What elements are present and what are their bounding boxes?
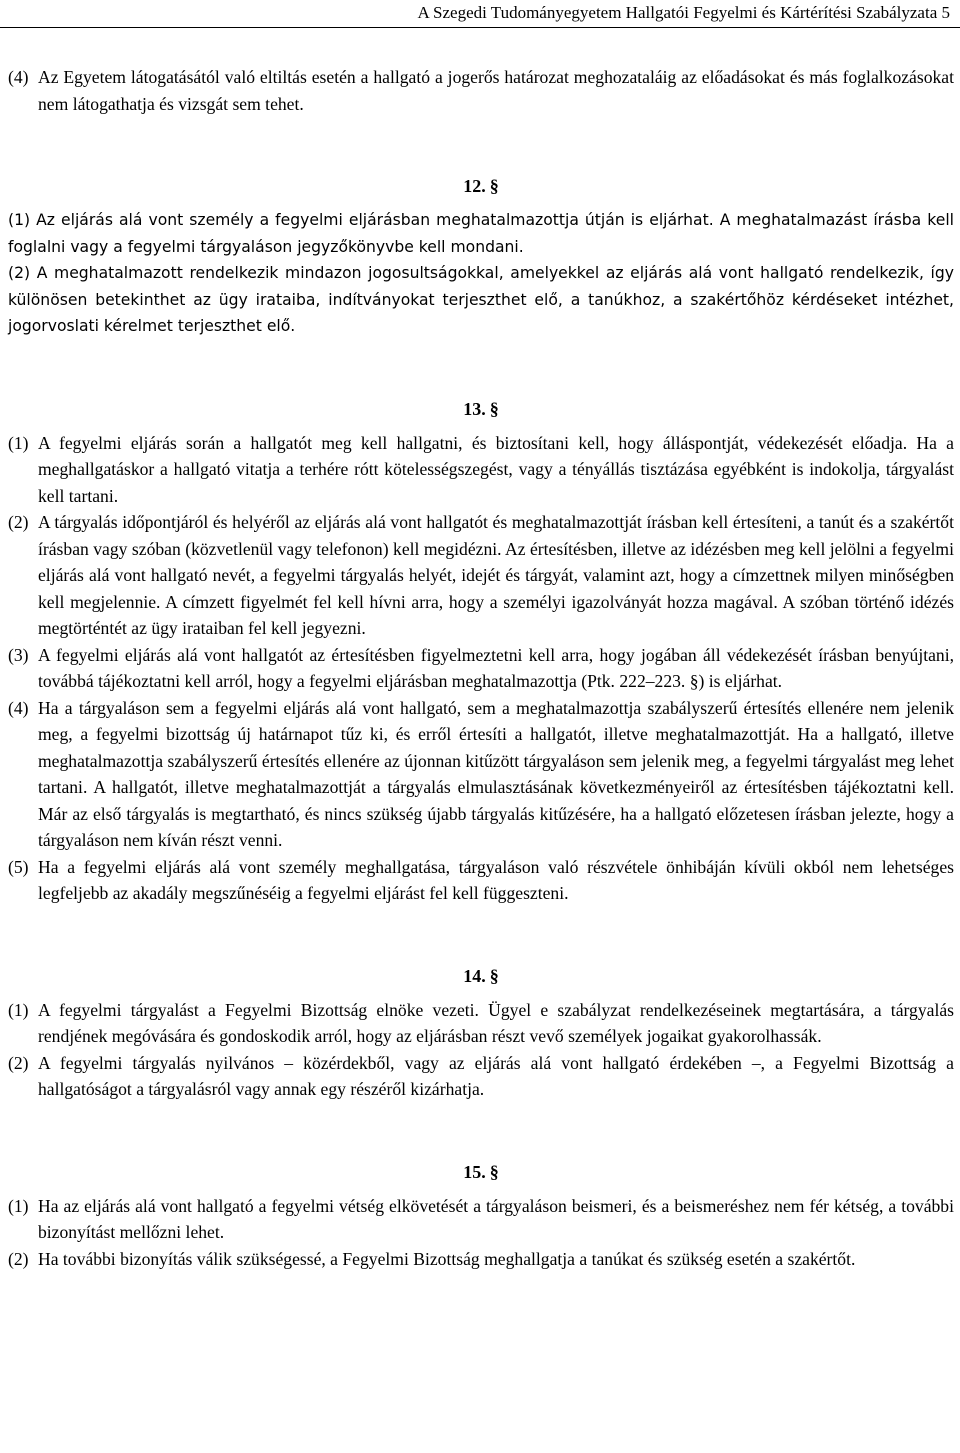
paragraph [8,1193,954,1246]
paragraph-number: (5) [8,856,29,877]
paragraph-number: (4) [8,697,29,718]
paragraph [8,509,954,642]
paragraph-number: (2) [8,512,29,532]
paragraph [8,1050,954,1103]
paragraph-number: (2) [8,264,31,282]
section-number: 15. [463,1161,486,1182]
paragraph-text: A fegyelmi eljárás során a hallgatót meg kell hallgatni, és biztosítani kell, hogy álláspontját, védekezését előadja. Ha a meghallgatáskor a hallgató vitatja a terhére rótt kötelességszegést, vagy a tényállás tisztázása egyébként is indokolja, tárgyalást kell tartani. [38,432,954,506]
header-title: A Szegedi Tudományegyetem Hallgatói Fegyelmi és Kártérítési Szabályzata 5 [417,3,950,22]
section-symbol: § [489,398,499,419]
paragraph-number: (3) [8,644,29,665]
paragraph-number: (2) [8,1052,29,1073]
paragraph [8,64,954,117]
paragraph [8,1246,954,1273]
document-body [8,64,954,1272]
section-symbol: § [489,176,499,196]
paragraph-number: (4) [8,67,29,87]
paragraph-text: Ha további bizonyítás válik szükségessé, a Fegyelmi Bizottság meghallgatja a tanúkat és szükség esetén a szakértőt. [38,1248,856,1269]
paragraph-number: (1) [8,211,31,229]
paragraph-text: Az Egyetem látogatásától való eltiltás esetén a hallgató a jogerős határozat meghozataláig az előadásokat és más foglalkozásokat nem látogathatja és vizsgát sem tehet. [38,67,954,114]
paragraph-number: (2) [8,1248,29,1269]
page-header [0,0,960,28]
paragraph [8,430,954,510]
paragraph [8,642,954,695]
section-number: 13. [463,398,486,419]
section-heading-13 [8,396,954,422]
paragraph [8,207,954,260]
section-number: 14. [463,965,486,986]
paragraph-text: Ha az eljárás alá vont hallgató a fegyelmi vétség elkövetését a tárgyaláson beismeri, és a beismeréshez nem fér kétség, a további bizonyítást mellőzni lehet. [38,1195,954,1242]
section-heading-12 [8,173,954,199]
paragraph-number: (1) [8,432,29,453]
section-heading-15 [8,1159,954,1185]
paragraph [8,854,954,907]
paragraph-text: Ha a tárgyaláson sem a fegyelmi eljárás alá vont hallgató, sem a meghatalmazottja szabályszerű értesítés ellenére nem jelenik meg, a fegyelmi bizottság új határnapot tűz ki, és erről értesíti a hallgatót, illetve meghatalmazottját. Ha a hallgató, illetve meghatalmazottja szabályszerű értesítés ellenére az újonnan kitűzött tárgyaláson sem jelenik meg, a fegyelmi tárgyalást meg lehet tartani. A hallgatót, illetve meghatalmazottját a tárgyalás elmulasztásának következményeiről az értesítésben tájékoztatni kell. Már az első tárgyalás is megtartható, és nincs szükség újabb tárgyalás kitűzésére, ha a hallgató előzetesen írásban jelezte, hogy a tárgyaláson nem kíván részt venni. [38,697,954,850]
paragraph [8,997,954,1050]
paragraph-text: A tárgyalás időpontjáról és helyéről az eljárás alá vont hallgatót és meghatalmazottját írásban kell értesíteni, a tanút és a szakértőt írásban vagy szóban (közvetlenül vagy telefonon) kell megidézni. Az értesítésben, illetve az idézésben meg kell jelölni a fegyelmi eljárás alá vont hallgató nevét, a fegyelmi tárgyalás helyét, idejét és tárgyát, valamint azt, hogy a címzettnek milyen minőségben kell megjelennie. A címzett figyelmét fel kell hívni arra, hogy a személyi igazolványát hozza magával. A szóban történő idézés megtörténtét az ügy irataiban fel kell jegyezni. [38,512,954,638]
paragraph-text: A meghatalmazott rendelkezik mindazon jogosultságokkal, amelyekkel az eljárás alá vont hallgató rendelkezik, így különösen betekinthet az ügy irataiba, indítványokat terjeszthet elő, a tanúkhoz, a szakértőhöz kérdéseket intézhet, jogorvoslati kérelmet terjeszthet elő. [8,264,954,335]
paragraph-text: A fegyelmi tárgyalást a Fegyelmi Bizottság elnöke vezeti. Ügyel e szabályzat rendelkezéseinek megtartására, a tárgyalás rendjének megóvására és gondoskodik arról, hogy az eljárásban részt vevő személyek jogaikat gyakorolhassák. [38,999,954,1046]
paragraph-text: Ha a fegyelmi eljárás alá vont személy meghallgatása, tárgyaláson való részvétele önhibáján kívüli okból nem lehetséges legfeljebb az akadály megszűnéséig a fegyelmi eljárást fel kell függeszteni. [38,856,954,903]
paragraph-number: (1) [8,999,29,1020]
paragraph-text: A fegyelmi eljárás alá vont hallgatót az értesítésben figyelmeztetni kell arra, hogy jogában áll védekezését írásban benyújtani, továbbá tájékoztatni kell arról, hogy a fegyelmi eljárásban meghatalmazottja (Ptk. 222–223. §) is eljárhat. [38,644,954,691]
section-number: 12. [463,176,486,196]
section-heading-14 [8,963,954,989]
paragraph-text: A fegyelmi tárgyalás nyilvános – közérdekből, vagy az eljárás alá vont hallgató érdekében –, a Fegyelmi Bizottság a hallgatóságot a tárgyalásról vagy annak egy részéről kizárhatja. [38,1052,954,1099]
section-symbol: § [489,965,499,986]
section-symbol: § [489,1161,499,1182]
paragraph-text: Az eljárás alá vont személy a fegyelmi eljárásban meghatalmazottja útján is eljárhat. A meghatalmazást írásba kell foglalni vagy a fegyelmi tárgyaláson jegyzőkönyvbe kell mondani. [8,211,954,256]
paragraph-number: (1) [8,1195,29,1216]
paragraph [8,695,954,854]
paragraph [8,260,954,340]
